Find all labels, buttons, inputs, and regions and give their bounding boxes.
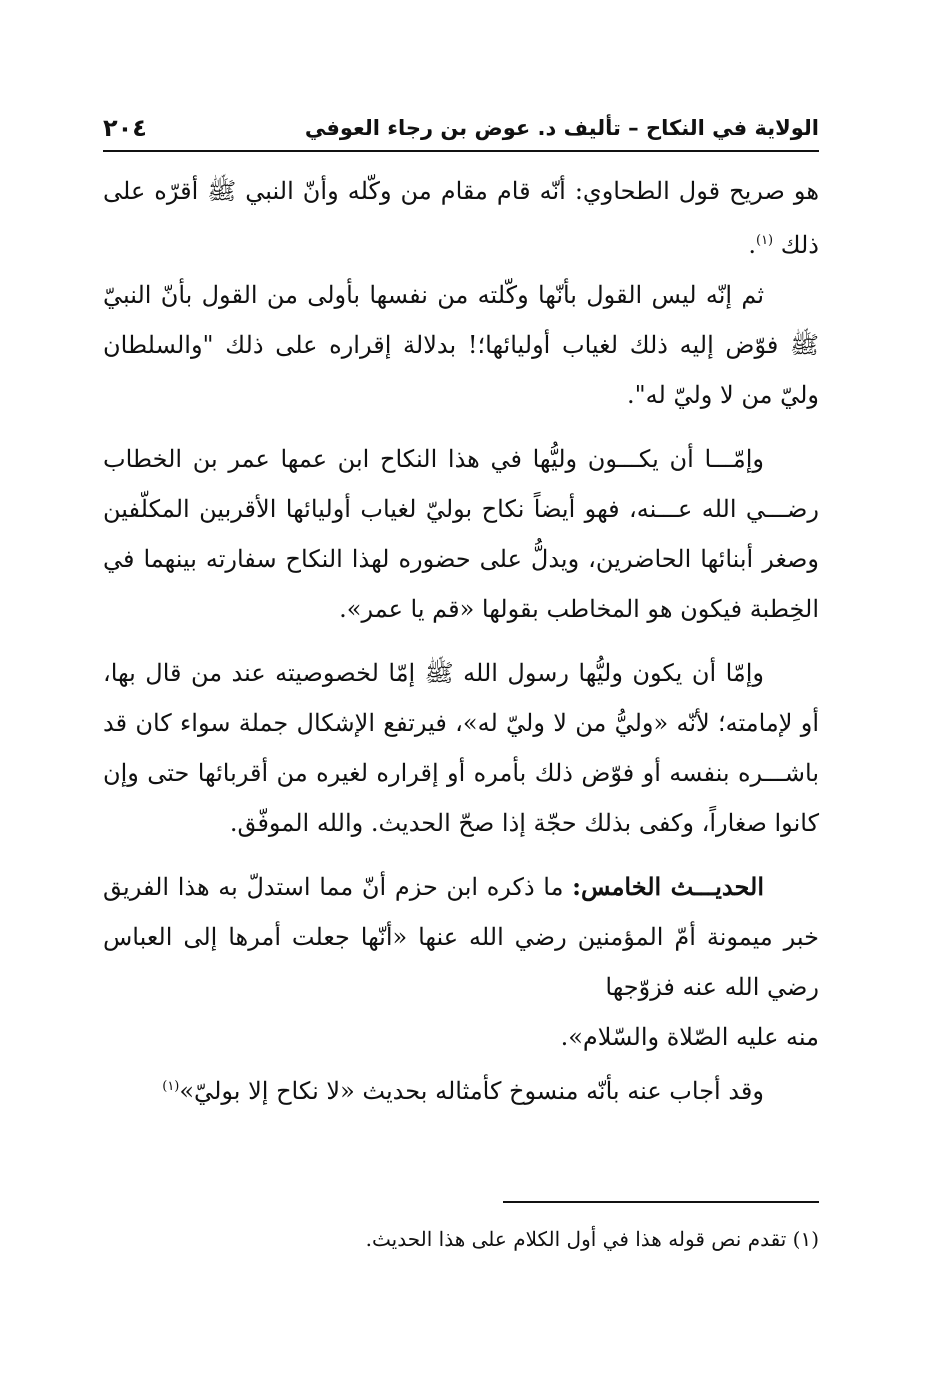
paragraph-1: هو صريح قول الطحاوي: أنّه قام مقام من وكّله وأنّ النبي ﷺ أقرّه على ذلك $^{(١)}$. [103, 177, 819, 259]
paragraph-7: وقد أجاب عنه بأنّه منسوخ كأمثاله بحديث «لا نكاح إلا بوليّ»$^{(١)}$ [162, 1077, 764, 1105]
section-heading: الحديـــث الخامس: [572, 872, 764, 901]
paragraph-2: ثم إنّه ليس القول بأنّها وكّلته من نفسها بأولى من القول بأنّ النبيّ ﷺ فوّض إليه ذلك لغياب أوليائها؛! بدلالة إقراره على ذلك "والسلطان وليّ من لا وليّ له". [103, 281, 819, 409]
page-number: ٢٠٤ [103, 114, 147, 142]
footnote: (١) تقدم نص قوله هذا في أول الكلام على هذا الحديث. [365, 1227, 819, 1251]
footnote-separator [503, 1201, 819, 1203]
paragraph-4: وإمّا أن يكون وليُّها رسول الله ﷺ إمّا لخصوصيته عند من قال بها، أو لإمامته؛ لأنّه «وليُّ من لا وليّ له»، فيرتفع الإشكال جملة سواء كان قد باشـــره بنفسه أو فوّض ذلك بأمره أو إقراره لغيره من أقربائها حتى وإن كانوا صغاراً، وكفى بذلك حجّة إذا صحّ الحديث. والله الموفّق. [103, 659, 819, 837]
footnote-ref-2: (١) [162, 1079, 180, 1094]
paragraph-5: الحديـــث الخامس: ما ذكره ابن حزم أنّ مما استدلّ به هذا الفريق خبر ميمونة أمّ المؤمنين رضي الله عنها «أنّها جعلت أمرها إلى العباس رضي الله عنه فزوّجها [103, 872, 819, 1001]
running-header [103, 112, 819, 152]
book-title: الولاية في النكاح – تأليف د. عوض بن رجاء العوفي [304, 116, 819, 140]
paragraph-6: منه عليه الصّلاة والسّلام». [560, 1023, 819, 1051]
footnote-ref-1: (١) [755, 233, 774, 248]
paragraph-3: وإمّـــا أن يكـــون وليُّها في هذا النكاح ابن عمها عمر بن الخطاب رضـــي الله عـــنه، فهو أيضاً نكاح بوليّ لغياب أوليائها الأقربين المكلّفين وصغر أبنائها الحاضرين، ويدلُّ على حضوره لهذا النكاح سفارته بينهما في الخِطبة فيكون هو المخاطب بقولها «قم يا عمر». [103, 445, 819, 623]
main-text [103, 166, 819, 1130]
